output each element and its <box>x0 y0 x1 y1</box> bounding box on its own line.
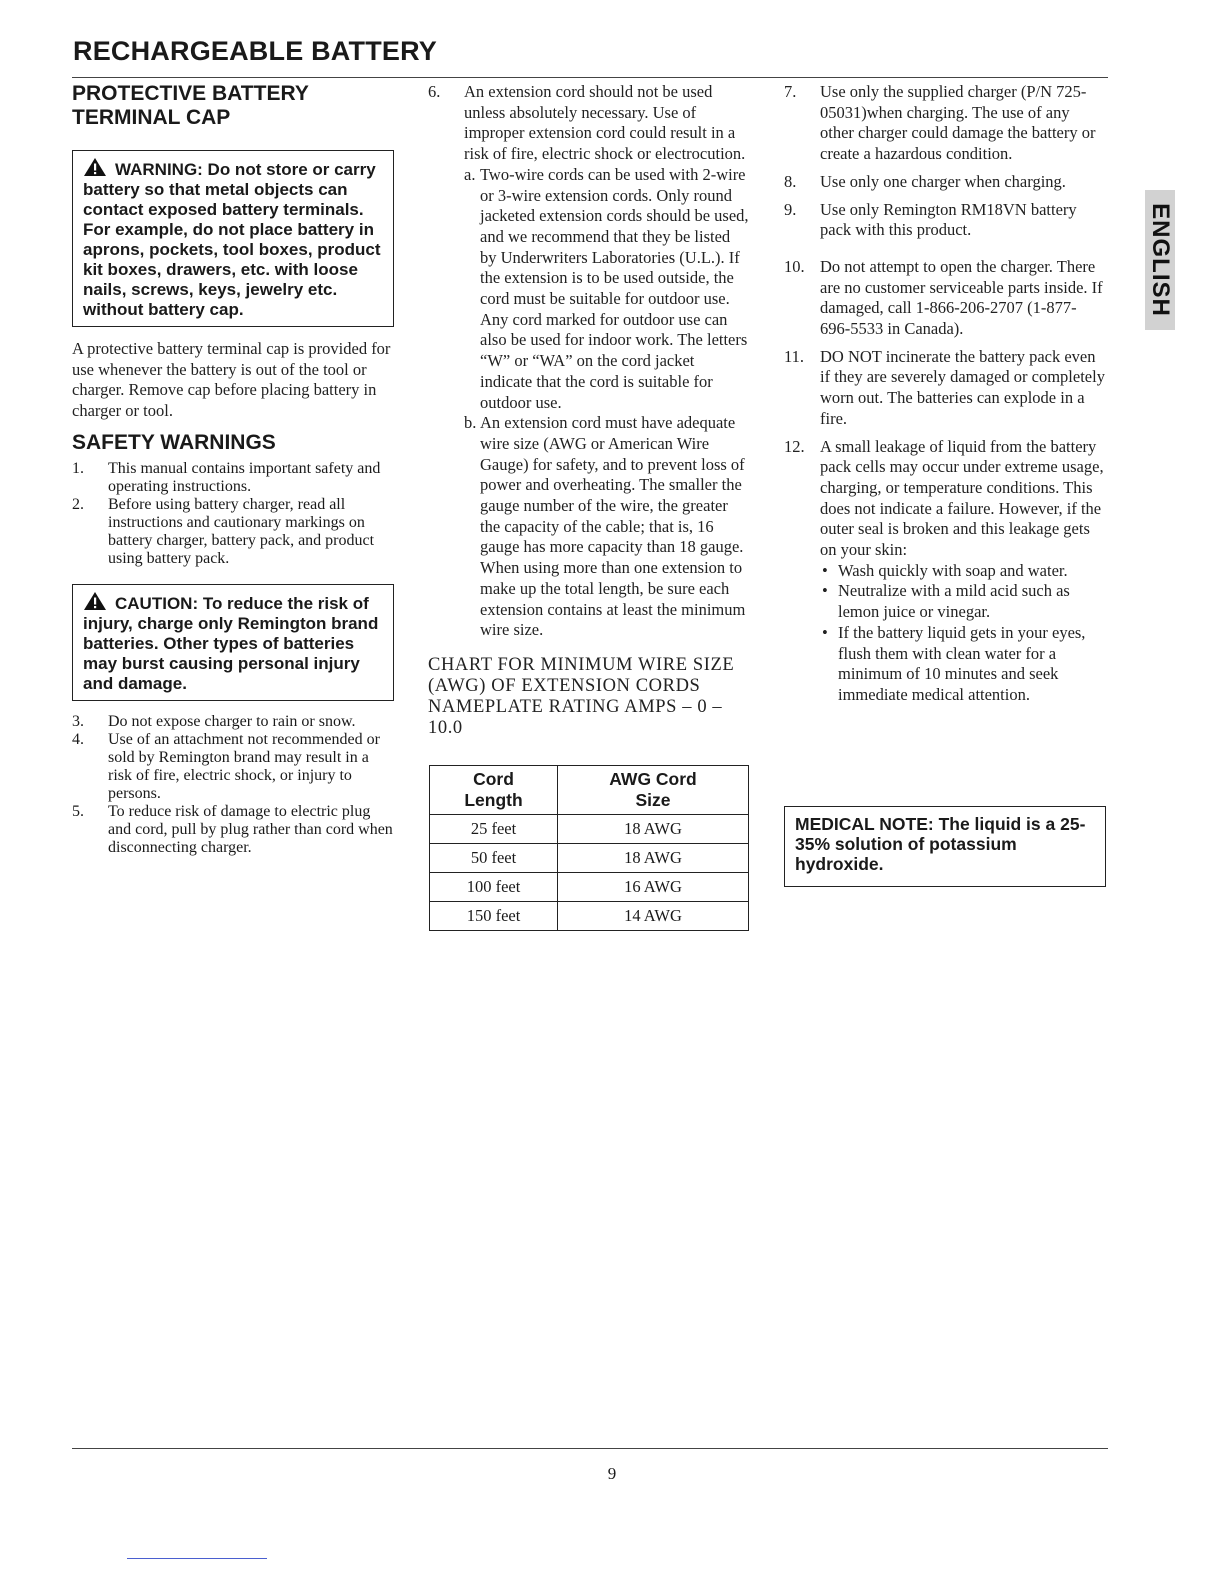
cell-size: 18 AWG <box>558 814 749 843</box>
cell-length: 150 feet <box>430 901 558 930</box>
list-item <box>784 437 1106 706</box>
column-left <box>72 82 394 857</box>
list-item <box>784 172 1106 193</box>
warning-box <box>72 150 394 327</box>
caution-text: CAUTION: To reduce the risk of injury, charge only Remington brand batteries. Other types of batteries may burst causing personal injury and damage. <box>83 593 379 693</box>
list-item <box>72 496 394 568</box>
column-middle <box>428 82 750 931</box>
protective-cap-heading-line2: TERMINAL CAP <box>72 106 231 129</box>
item-text: To reduce risk of damage to electric plug and cord, pull by plug rather than cord when disconnecting charger. <box>108 802 393 856</box>
item-text: Do not expose charger to rain or snow. <box>108 712 356 730</box>
sub-text: Two-wire cords can be used with 2-wire or 3-wire extension cords. Only round jacketed extension cords should be used, and we recommend that they be listed by Underwriters Laboratories (U.L.). If the extension is to be used outside, the cord must be suitable for outdoor use. Any cord marked for outdoor use can also be used for indoor work. The letters “W” or “WA” on the cord jacket indicate that the cord is suitable for outdoor use. <box>480 164 749 412</box>
item-number: 8. <box>784 171 797 191</box>
table-header-row <box>430 765 749 814</box>
item-number: 10. <box>784 256 805 276</box>
page-number: 9 <box>607 1464 617 1483</box>
column-header-cord-length: Cord Length <box>430 765 558 814</box>
item-number: 11. <box>784 346 805 366</box>
scan-link-line <box>127 1558 267 1559</box>
item-number: 1. <box>72 459 84 477</box>
safety-list-part4 <box>784 82 1106 706</box>
bullet-item: • Wash quickly with soap and water. <box>820 561 1106 582</box>
warning-triangle-icon <box>83 157 107 176</box>
bullet-item: • If the battery liquid gets in your eyes, flush them with clean water for a minimum of 10 minutes and seek immediate medical attention. <box>820 623 1106 706</box>
cell-size: 14 AWG <box>558 901 749 930</box>
item-number: 7. <box>784 82 797 101</box>
item-text: Use of an attachment not recommended or sold by Remington brand may result in a risk of fire, electric shock, or injury to persons. <box>108 730 380 802</box>
item-text: Do not attempt to open the charger. There are no customer serviceable parts inside. If damaged, call 1-866-206-2707 (1-877-696-5533 in Canada). <box>820 256 1103 339</box>
item-text: Before using battery charger, read all instructions and cautionary markings on battery charger, battery pack, and product using battery pack. <box>108 495 375 567</box>
warning-triangle-icon <box>83 591 107 610</box>
sub-mark: a. <box>464 164 476 184</box>
skin-contact-bullets <box>820 561 1106 706</box>
list-item <box>428 82 750 641</box>
item-number: 6. <box>428 82 441 101</box>
list-item <box>784 347 1106 430</box>
item-number: 3. <box>72 712 84 730</box>
protective-cap-heading-line1: PROTECTIVE BATTERY <box>72 82 309 105</box>
footer-divider <box>72 1448 1108 1449</box>
cell-size: 18 AWG <box>558 843 749 872</box>
safety-list-part1 <box>72 460 394 568</box>
item-text: DO NOT incinerate the battery pack even if they are severely damaged or completely worn out. The batteries can explode in a fire. <box>820 346 1105 428</box>
cell-length: 50 feet <box>430 843 558 872</box>
column-right <box>784 82 1106 887</box>
list-item <box>72 460 394 496</box>
list-item <box>784 257 1106 340</box>
page-title: RECHARGEABLE BATTERY <box>73 36 438 66</box>
cell-length: 25 feet <box>430 814 558 843</box>
item-text: Use only the supplied charger (P/N 725-05031)when charging. The use of any other charger could damage the battery or create a hazardous condition. <box>820 82 1096 164</box>
list-item <box>784 200 1106 241</box>
wire-size-table <box>429 765 749 931</box>
list-item <box>72 731 394 803</box>
item-text: Use only Remington RM18VN battery pack with this product. <box>820 199 1077 240</box>
safety-warnings-heading: SAFETY WARNINGS <box>72 430 276 454</box>
sub-text: An extension cord must have adequate wire size (AWG or American Wire Gauge) for safety, and to prevent loss of power and overheating. The smaller the gauge number of the wire, the greater the capacity of the cable; that is, 16 gauge has more capacity than 18 gauge. When using more than one extension to make up the total length, be sure each extension contains at least the minimum wire size. <box>480 413 746 640</box>
title-divider <box>72 77 1108 78</box>
safety-list-part3 <box>428 82 750 641</box>
item-text: Use only one charger when charging. <box>820 171 1066 191</box>
bullet-item: • Neutralize with a mild acid such as lemon juice or vinegar. <box>820 581 1106 622</box>
caution-box <box>72 584 394 701</box>
item-number: 12. <box>784 436 805 456</box>
sub-mark: b. <box>464 413 477 433</box>
cell-size: 16 AWG <box>558 872 749 901</box>
table-row <box>430 843 749 872</box>
protective-cap-body: A protective battery terminal cap is provided for use whenever the battery is out of the tool or charger. Remove cap before placing battery in charger or tool. <box>72 339 391 421</box>
sub-item-a <box>464 165 750 413</box>
table-row <box>430 814 749 843</box>
list-item <box>72 713 394 731</box>
sub-item-b <box>464 413 750 641</box>
item-text: An extension cord should not be used unless absolutely necessary. Use of improper extension cord could result in a risk of fire, electric shock or electrocution. <box>464 82 746 164</box>
item-number: 9. <box>784 199 797 219</box>
item-number: 2. <box>72 495 84 513</box>
item-number: 4. <box>72 730 84 748</box>
safety-list-part2 <box>72 713 394 857</box>
medical-note-box <box>784 806 1106 887</box>
medical-note-text: MEDICAL NOTE: The liquid is a 25-35% solution of potassium hydroxide. <box>795 813 1086 874</box>
item-text: This manual contains important safety and operating instructions. <box>108 459 381 495</box>
language-side-tab <box>1145 190 1175 330</box>
list-item <box>72 803 394 857</box>
warning-text: WARNING: Do not store or carry battery so that metal objects can contact exposed battery terminals. For example, do not place battery in aprons, pockets, tool boxes, product kit boxes, drawers, etc. with loose nails, screws, keys, jewelry etc. without battery cap. <box>83 160 381 319</box>
column-header-awg-size: AWG Cord Size <box>558 765 749 814</box>
table-row <box>430 872 749 901</box>
table-row <box>430 901 749 930</box>
language-tab-label: ENGLISH <box>1147 203 1174 317</box>
item-text: A small leakage of liquid from the battery pack cells may occur under extreme usage, charging, or temperature conditions. This does not indicate a failure. However, if the outer seal is broken and this leakage gets on your skin: <box>820 436 1104 560</box>
item-number: 5. <box>72 802 84 820</box>
list-item <box>784 82 1106 165</box>
protective-cap-heading <box>72 82 394 130</box>
cell-length: 100 feet <box>430 872 558 901</box>
chart-caption: CHART FOR MINIMUM WIRE SIZE (AWG) OF EXTENSION CORDS NAMEPLATE RATING AMPS – 0 – 10.0 <box>428 654 735 738</box>
